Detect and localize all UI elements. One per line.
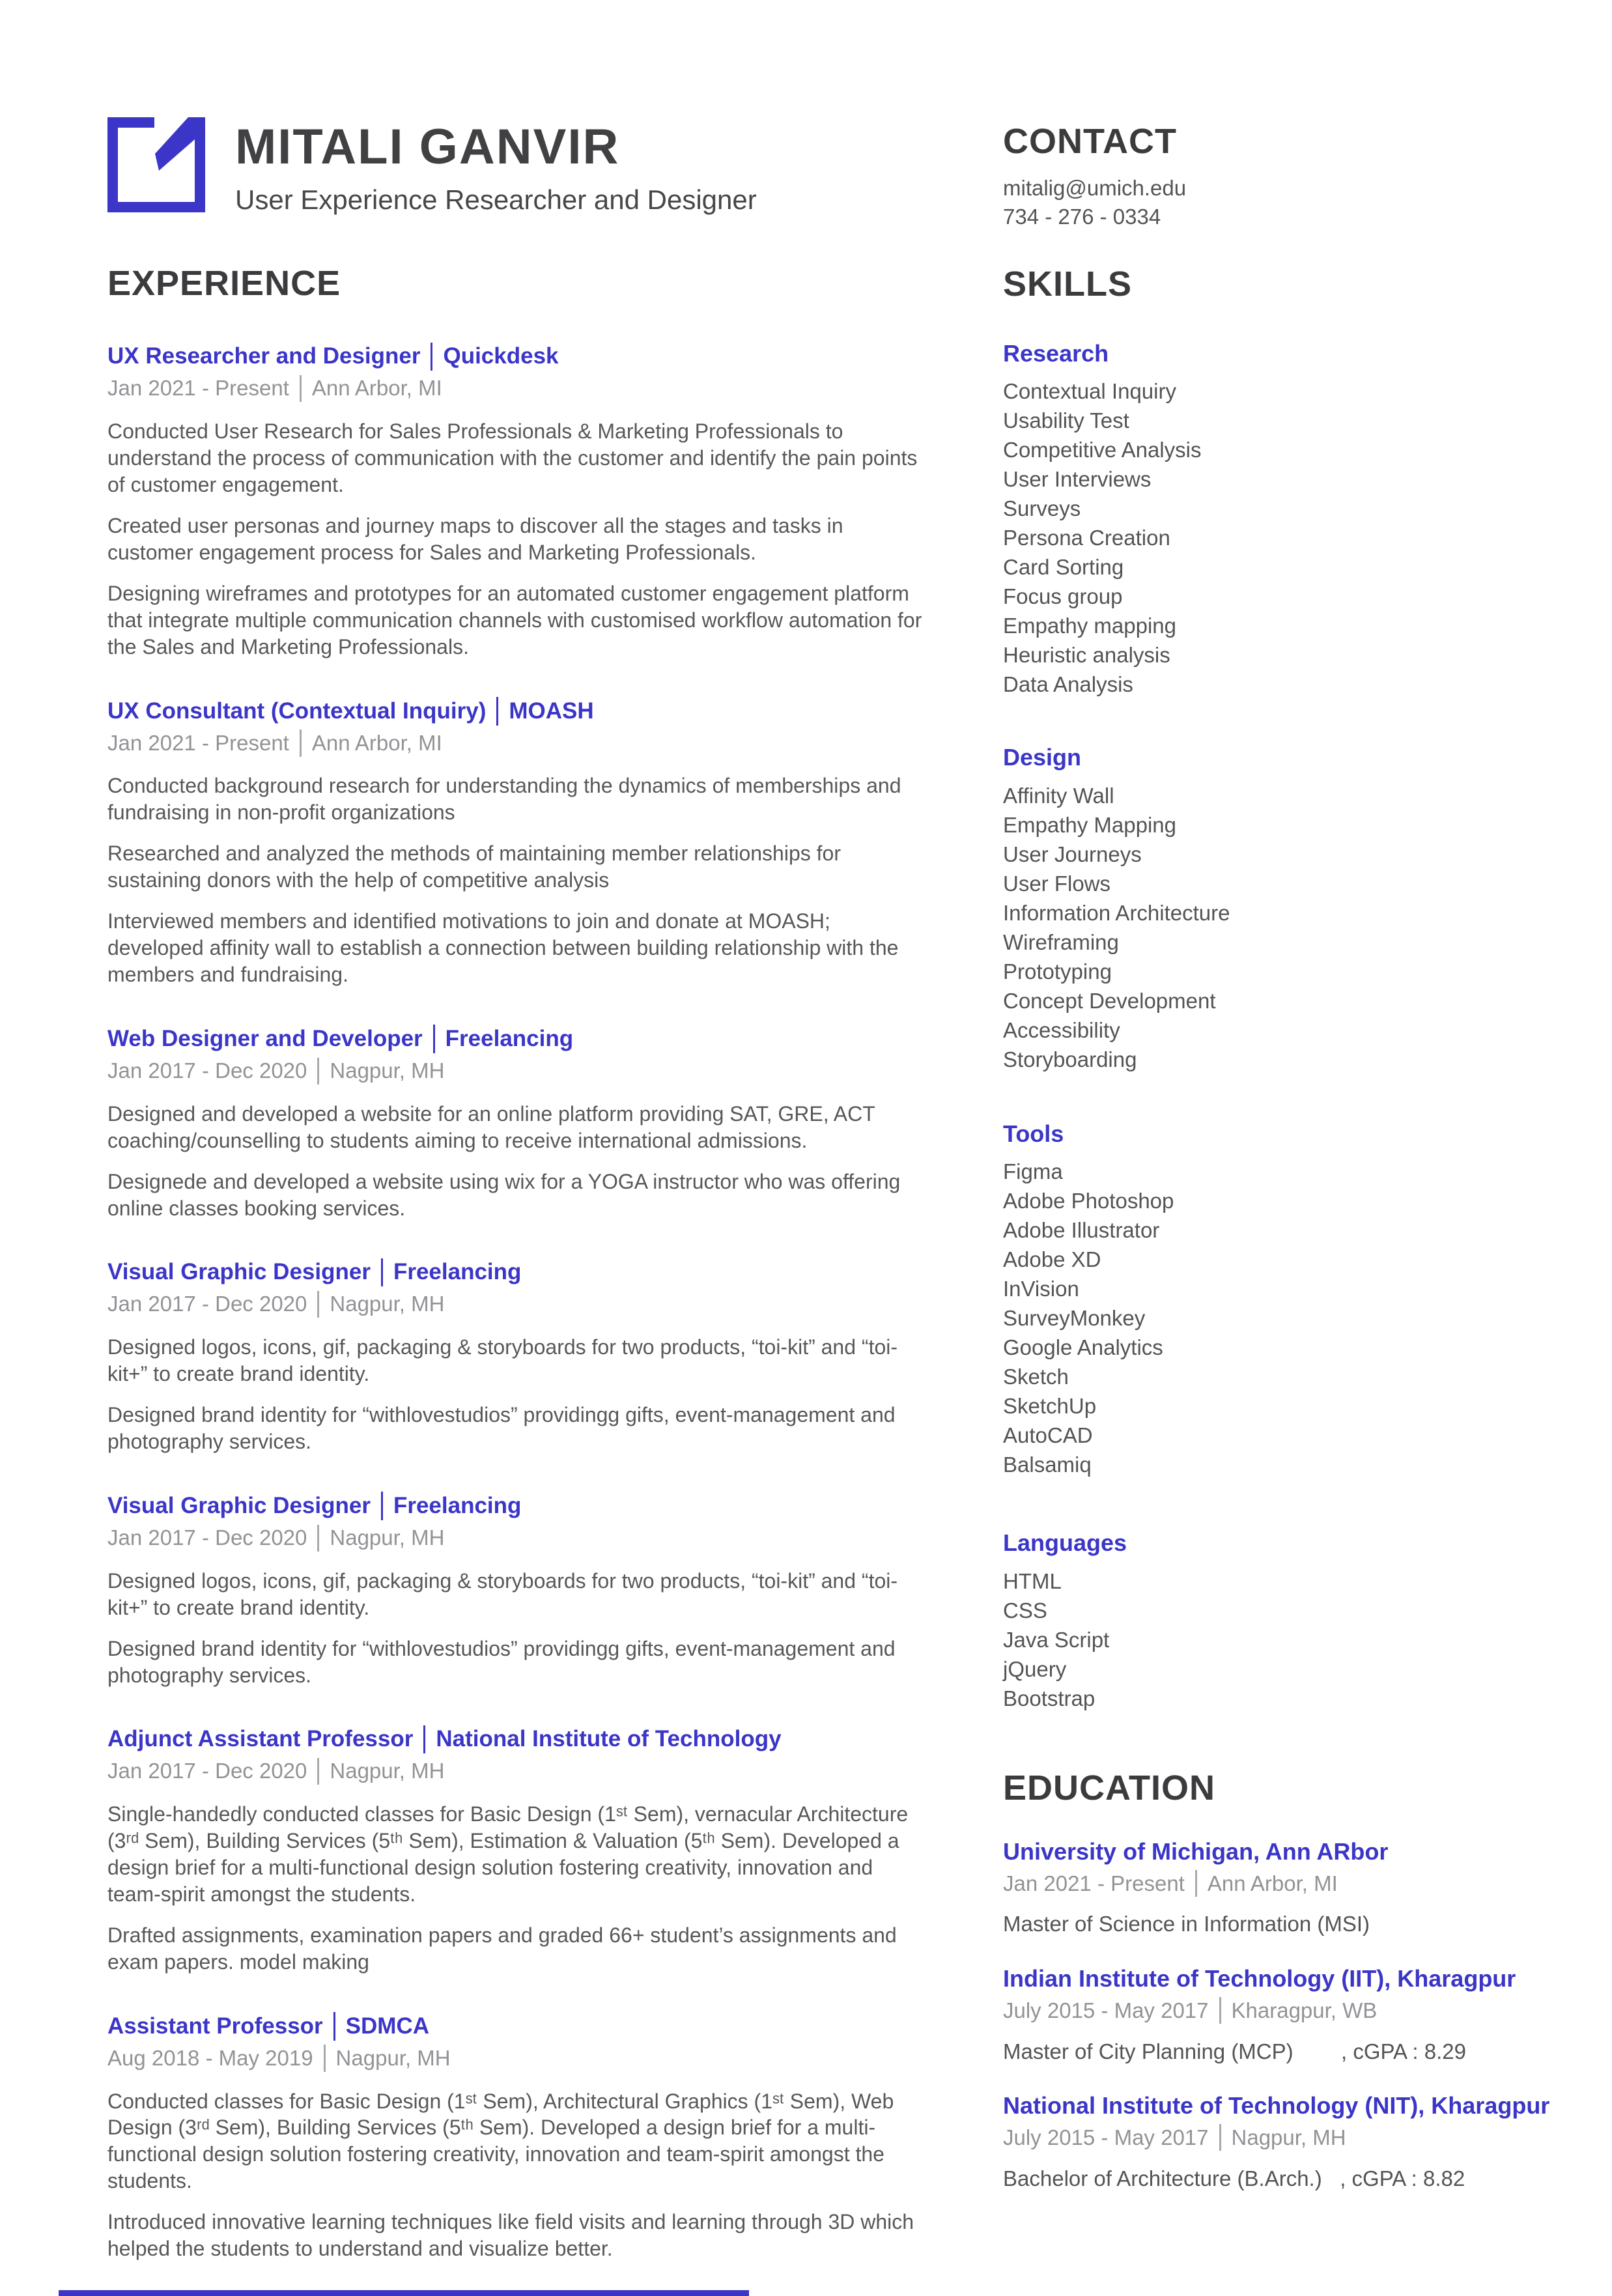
skill-list-tools bbox=[1003, 1157, 1550, 1479]
degree-line: Bachelor of Architecture (B.Arch.) , cGPA : 8.82 bbox=[1003, 2166, 1465, 2190]
entry-title-row bbox=[107, 343, 925, 371]
title-divider bbox=[423, 1725, 425, 1754]
entry-paragraph: Designed brand identity for “withlovestudios” providingg gifts, event-management and photography services. bbox=[107, 1403, 896, 1454]
title-divider bbox=[431, 343, 432, 371]
experience-entries bbox=[107, 343, 925, 2263]
contact-phone: 734 - 276 - 0334 bbox=[1003, 205, 1161, 229]
entry-title-row bbox=[107, 2012, 925, 2041]
education-entries bbox=[1003, 1839, 1550, 2192]
skill-item: SketchUp bbox=[1003, 1394, 1097, 1419]
meta-divider bbox=[1219, 2124, 1221, 2151]
job-title: Assistant Professor bbox=[107, 2013, 323, 2039]
entry-meta-row bbox=[107, 1290, 925, 1318]
skill-item: Data Analysis bbox=[1003, 672, 1133, 697]
resume-header bbox=[107, 117, 925, 215]
title-divider bbox=[433, 1025, 435, 1053]
skill-item: Figma bbox=[1003, 1159, 1063, 1184]
entry-paragraphs bbox=[107, 1568, 925, 1689]
date-range: Jan 2017 - Dec 2020 bbox=[107, 1759, 307, 1783]
location: Kharagpur, WB bbox=[1231, 1998, 1378, 2022]
entry-meta-row bbox=[107, 375, 925, 403]
entry-paragraphs bbox=[107, 1801, 925, 1976]
entry-title-row bbox=[107, 1258, 925, 1287]
meta-divider bbox=[317, 1758, 319, 1785]
contact-info bbox=[1003, 174, 1550, 231]
education-meta-row bbox=[1003, 2123, 1550, 2152]
job-title: UX Consultant (Contextual Inquiry) bbox=[107, 698, 487, 724]
meta-divider bbox=[1195, 1870, 1197, 1897]
entry-paragraph: Interviewed members and identified motivations to join and donate at MOASH; developed affinity wall to establish a connection between building relationship with the members and fundraising. bbox=[107, 909, 899, 987]
entry-paragraph: Researched and analyzed the methods of maintaining member relationships for sustaining donors with the help of competitive analysis bbox=[107, 842, 841, 892]
skill-item: Information Architecture bbox=[1003, 900, 1230, 925]
date-range: Jan 2017 - Dec 2020 bbox=[107, 1058, 307, 1083]
education-section-heading: EDUCATION bbox=[1003, 1768, 1215, 1807]
entry-meta-row bbox=[107, 1757, 925, 1785]
skill-item: Adobe XD bbox=[1003, 1247, 1101, 1272]
company-name: Freelancing bbox=[445, 1025, 574, 1051]
title-divider bbox=[496, 697, 498, 726]
skill-group-tools-label: Tools bbox=[1003, 1120, 1064, 1147]
entry-paragraph: Created user personas and journey maps to discover all the stages and tasks in customer engagement process for Sales and Marketing Professionals. bbox=[107, 514, 843, 565]
school-name: University of Michigan, Ann ARbor bbox=[1003, 1838, 1389, 1865]
skill-item: Empathy mapping bbox=[1003, 614, 1176, 638]
entry-paragraphs bbox=[107, 1101, 925, 1222]
company-name: National Institute of Technology bbox=[436, 1726, 782, 1752]
entry-paragraph: Drafted assignments, examination papers and graded 66+ student’s assignments and exam papers. model making bbox=[107, 1923, 897, 1974]
entry-paragraph: Designed and developed a website for an online platform providing SAT, GRE, ACT coaching/counselling to students aiming to receive international admissions. bbox=[107, 1101, 875, 1152]
person-name: MITALI GANVIR bbox=[235, 119, 620, 175]
skill-item: jQuery bbox=[1003, 1656, 1067, 1681]
main-column bbox=[107, 117, 925, 2296]
location: Ann Arbor, MI bbox=[1207, 1871, 1338, 1895]
date-range: Aug 2018 - May 2019 bbox=[107, 2045, 313, 2070]
date-range: July 2015 - May 2017 bbox=[1003, 2125, 1209, 2149]
name-block bbox=[235, 117, 757, 215]
skill-item: Bootstrap bbox=[1003, 1686, 1096, 1710]
skill-item: Card Sorting bbox=[1003, 555, 1124, 580]
entry-title-row bbox=[107, 1725, 925, 1754]
date-range: Jan 2021 - Present bbox=[107, 730, 289, 755]
skill-item: User Flows bbox=[1003, 871, 1111, 896]
skill-item: InVision bbox=[1003, 1277, 1079, 1301]
skill-item: Accessibility bbox=[1003, 1017, 1120, 1042]
experience-section-heading: EXPERIENCE bbox=[107, 264, 341, 304]
entry-paragraphs bbox=[107, 772, 925, 988]
entry-paragraph: Designed logos, icons, gif, packaging & storyboards for two products, “toi-kit” and “toi-kit+” to create brand identity. bbox=[107, 1335, 898, 1386]
meta-divider bbox=[300, 375, 302, 402]
title-divider bbox=[381, 1492, 383, 1520]
school-name: Indian Institute of Technology (IIT), Kharagpur bbox=[1003, 1965, 1516, 1992]
entry-paragraph: Introduced innovative learning techniques like field visits and learning through 3D which helped the students to understand and visualize better. bbox=[107, 2210, 914, 2261]
date-range: Jan 2021 - Present bbox=[1003, 1871, 1185, 1895]
entry-meta-row bbox=[107, 2045, 925, 2073]
entry-paragraph: Designing wireframes and prototypes for an automated customer engagement platform that integrate multiple communication channels with customised workflow automation for the Sales and Marketing Professionals. bbox=[107, 581, 922, 659]
job-title: Adjunct Assistant Professor bbox=[107, 1726, 414, 1752]
location: Ann Arbor, MI bbox=[311, 730, 442, 755]
experience-entry bbox=[107, 697, 925, 988]
skill-item: Persona Creation bbox=[1003, 526, 1170, 550]
meta-divider bbox=[324, 2045, 326, 2071]
location: Nagpur, MH bbox=[330, 1525, 445, 1550]
meta-divider bbox=[300, 730, 302, 756]
entry-paragraph: Single-handedly conducted classes for Basic Design (1ˢᵗ Sem), vernacular Architecture (3ʳᵈ Sem), Building Services (5ᵗʰ Sem), Estimation & Valuation (5ᵗʰ Sem). Developed a design brief for a multi-functional design solution fostering creativity, innovation and team-spirit amongst the students. bbox=[107, 1802, 909, 1906]
skill-item: Surveys bbox=[1003, 496, 1081, 521]
date-range: Jan 2017 - Dec 2020 bbox=[107, 1292, 307, 1316]
skill-item: Google Analytics bbox=[1003, 1335, 1163, 1360]
skill-item: Focus group bbox=[1003, 584, 1123, 609]
experience-entry bbox=[107, 2012, 925, 2262]
degree-line: Master of Science in Information (MSI) bbox=[1003, 1912, 1370, 1936]
location: Ann Arbor, MI bbox=[311, 376, 442, 401]
skill-item: HTML bbox=[1003, 1568, 1062, 1593]
title-divider bbox=[333, 2012, 335, 2041]
meta-divider bbox=[1219, 1997, 1221, 2024]
entry-paragraph: Conducted background research for understanding the dynamics of memberships and fundraising in non-profit organizations bbox=[107, 774, 901, 825]
job-title: Web Designer and Developer bbox=[107, 1025, 423, 1051]
skill-item: Storyboarding bbox=[1003, 1047, 1137, 1071]
skill-item: Affinity Wall bbox=[1003, 783, 1114, 808]
entry-meta-row bbox=[107, 1057, 925, 1085]
skill-item: Adobe Photoshop bbox=[1003, 1189, 1174, 1213]
meta-divider bbox=[317, 1291, 319, 1318]
skill-item: Usability Test bbox=[1003, 408, 1129, 433]
date-range: Jan 2021 - Present bbox=[107, 376, 289, 401]
skill-group-design-label: Design bbox=[1003, 744, 1082, 771]
skill-item: Competitive Analysis bbox=[1003, 438, 1202, 462]
meta-divider bbox=[317, 1525, 319, 1552]
skill-group-research-label: Research bbox=[1003, 339, 1109, 367]
experience-entry bbox=[107, 1025, 925, 1221]
skill-list-research bbox=[1003, 376, 1550, 699]
entry-title-row bbox=[107, 1025, 925, 1053]
education-meta-row bbox=[1003, 1996, 1550, 2025]
entry-paragraphs bbox=[107, 2088, 925, 2263]
entry-meta-row bbox=[107, 1524, 925, 1552]
skill-item: User Interviews bbox=[1003, 467, 1152, 492]
skill-item: AutoCAD bbox=[1003, 1423, 1093, 1448]
education-entry bbox=[1003, 1839, 1550, 1938]
education-entry bbox=[1003, 2093, 1550, 2192]
skill-item: Prototyping bbox=[1003, 959, 1112, 984]
company-name: Freelancing bbox=[393, 1259, 522, 1285]
company-name: Quickdesk bbox=[443, 343, 559, 369]
sidebar-column bbox=[1003, 122, 1550, 2220]
title-divider bbox=[381, 1258, 383, 1287]
skill-item: Concept Development bbox=[1003, 988, 1216, 1013]
skill-list-languages bbox=[1003, 1566, 1550, 1713]
skill-item: Adobe Illustrator bbox=[1003, 1218, 1160, 1243]
education-entry bbox=[1003, 1966, 1550, 2065]
location: Nagpur, MH bbox=[330, 1292, 445, 1316]
experience-entry bbox=[107, 343, 925, 660]
skills-section-heading: SKILLS bbox=[1003, 264, 1133, 304]
entry-paragraphs bbox=[107, 418, 925, 660]
skill-item: SurveyMonkey bbox=[1003, 1306, 1146, 1331]
entry-paragraph: Designed brand identity for “withlovestudios” providingg gifts, event-management and photography services. bbox=[107, 1636, 896, 1687]
entry-paragraphs bbox=[107, 1334, 925, 1455]
skill-item: Heuristic analysis bbox=[1003, 643, 1170, 668]
experience-entry bbox=[107, 1492, 925, 1688]
company-name: MOASH bbox=[509, 698, 594, 724]
entry-paragraph: Conducted classes for Basic Design (1ˢᵗ Sem), Architectural Graphics (1ˢᵗ Sem), Web Design (3ʳᵈ Sem), Building Services (5ᵗʰ Sem). Developed a design brief for a multi-functional design solution fostering creativity, innovation and team-spirit amongst the students. bbox=[107, 2089, 894, 2193]
degree-line: Master of City Planning (MCP) , cGPA : 8.29 bbox=[1003, 2039, 1466, 2063]
education-meta-row bbox=[1003, 1869, 1550, 1898]
entry-title-row bbox=[107, 1492, 925, 1520]
skill-item: Sketch bbox=[1003, 1365, 1069, 1389]
contact-email: mitalig@umich.edu bbox=[1003, 176, 1187, 201]
contact-section-heading: CONTACT bbox=[1003, 122, 1177, 161]
job-title: UX Researcher and Designer bbox=[107, 343, 421, 369]
entry-paragraph: Conducted User Research for Sales Professionals & Marketing Professionals to understand the process of communication with the customer and identify the pain points of customer engagement. bbox=[107, 419, 918, 497]
skill-item: Wireframing bbox=[1003, 929, 1119, 954]
skill-item: CSS bbox=[1003, 1598, 1047, 1623]
date-range: Jan 2017 - Dec 2020 bbox=[107, 1525, 307, 1550]
brand-logo-icon bbox=[107, 117, 205, 212]
location: Nagpur, MH bbox=[330, 1759, 445, 1783]
entry-meta-row bbox=[107, 730, 925, 758]
skill-group-languages-label: Languages bbox=[1003, 1529, 1127, 1557]
skill-item: Empathy Mapping bbox=[1003, 812, 1176, 837]
skill-item: Java Script bbox=[1003, 1627, 1110, 1652]
experience-entry bbox=[107, 1258, 925, 1455]
school-name: National Institute of Technology (NIT), Kharagpur bbox=[1003, 2092, 1550, 2119]
job-title: Visual Graphic Designer bbox=[107, 1492, 371, 1518]
meta-divider bbox=[317, 1058, 319, 1084]
skill-item: Contextual Inquiry bbox=[1003, 379, 1176, 404]
entry-title-row bbox=[107, 697, 925, 726]
skill-item: User Journeys bbox=[1003, 842, 1142, 866]
entry-paragraph: Designede and developed a website using wix for a YOGA instructor who was offering online classes booking services. bbox=[107, 1169, 901, 1220]
location: Nagpur, MH bbox=[1231, 2125, 1346, 2149]
location: Nagpur, MH bbox=[335, 2045, 451, 2070]
page-bottom-accent-bar bbox=[59, 2290, 749, 2296]
skill-item: Balsamiq bbox=[1003, 1453, 1092, 1477]
job-title: Visual Graphic Designer bbox=[107, 1259, 371, 1285]
entry-paragraph: Designed logos, icons, gif, packaging & storyboards for two products, “toi-kit” and “toi-kit+” to create brand identity. bbox=[107, 1568, 898, 1619]
person-role-subtitle: User Experience Researcher and Designer bbox=[235, 184, 757, 215]
location: Nagpur, MH bbox=[330, 1058, 445, 1083]
experience-entry bbox=[107, 1725, 925, 1976]
skill-list-design bbox=[1003, 781, 1550, 1074]
company-name: Freelancing bbox=[393, 1492, 522, 1518]
company-name: SDMCA bbox=[345, 2013, 429, 2039]
date-range: July 2015 - May 2017 bbox=[1003, 1998, 1209, 2022]
